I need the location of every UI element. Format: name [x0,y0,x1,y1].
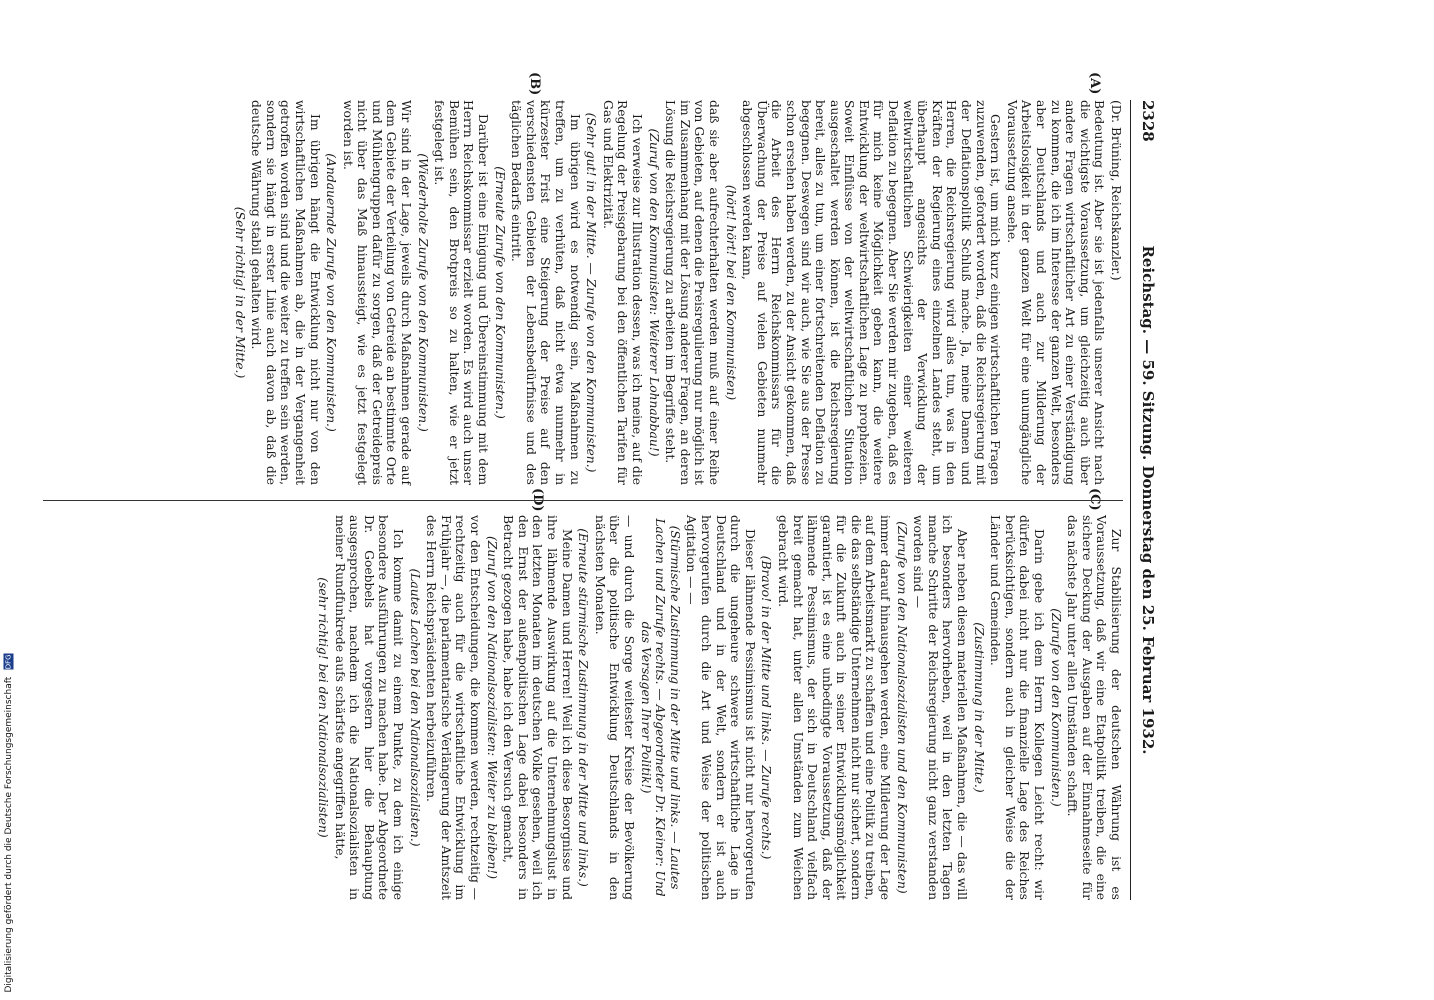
paragraph: Darin gebe ich dem Herrn Kollegen Leicht recht: wir dürfen dabei nicht nur die finanzielle Lage des Reiches berücksichtigen, sondern auch in gleicher Weise die der Länder und Gemeinden. [988,515,1047,900]
interjection: (hört! hört! bei den Kommunisten) [723,184,738,401]
paragraph: Ich komme damit zu einem Punkte, zu dem ich einige besondere Ausführungen zu machen habe. Der Abgeordnete Dr. Goebbels hat vorgestern hier die Behauptung ausgesprochen, nachdem ich die Nationalsozialisten in meiner Rundfunkrede aufs schärfste angegriffen hätte, [332,515,406,900]
paragraph: Im übrigen hängt die Entwicklung nicht nur von den wirtschaftlichen Maßnahmen ab, die in der Vergangenheit getroffen worden sind und die weiter zu treffen sein werden, sondern sie hängt in erster Linie auch davon ab, daß die deutsche Währung stabil gehalten wird. [249,100,322,485]
paragraph: Meine Damen und Herren! Weil ich diese Besorgnisse und ihre lähmende Auswirkung auf die Unternehmungslust in den letzten Monaten im deutschen Volke gesehen, weil ich den Ernst der außenpolitischen Lage dabei besonders in Betracht gezogen habe, habe ich den Versuch gemacht, [501,515,574,900]
header-rule [1130,100,1131,900]
margin-marker-b: (B) [527,72,542,96]
paragraph: Gestern ist, um mich kurz einigen wirtschaftlichen Fragen zuzuwenden, gefordert worden, daß die Reichsregierung mit der Deflationspolitik Schluß mache. Ja, meine Damen und Herren, die Reichsregierung wird alles tun, was in den Kräften der Regierung eines einzelnen Landes steht, um überhaupt angesichts der Verwicklung der weltwirtschaftlichen Schwierigkeiten einer weiteren Deflation zu begegnen. Aber Sie werden mir zugeben, daß es für mich keine Möglichkeit geben kann, die weitere Entwicklung der weltwirtschaftlichen Lage zu prophezeien. Soweit Einflüsse von der weltwirtschaftlichen Situation ausgeschaltet werden können, ist die Reichsregierung bereit, alles zu tun, um einer fortschreitenden Deflation zu begegnen. Deswegen sind wir auch, wie Sie aus der Presse schon ersehen haben werden, zu der Ansicht gekommen, daß die Arbeit des Herrn Reichskommissars für die Überwachung der Preise auf vielen Gebieten nunmehr abgeschlossen werden kann, [740,100,1003,485]
page-title: Reichstag. — 59. Sitzung. Donnerstag den 25. Februar 1932. [1139,245,1157,755]
paragraph: — und durch die Sorge weitester Kreise der Bevölkerung über die politische Entwicklung Deutschlands in den nächsten Monaten. [592,515,636,900]
margin-marker-d: (D) [530,488,545,512]
interjection: (Lautes Lachen bei den Nationalsozialisten.) [407,568,422,847]
interjection: (Zuruf von den Kommunisten: Weiterer Lohnabbau!) [646,128,661,457]
interjection: (Bravo! in der Mitte und links. — Zurufe rechts.) [759,555,774,860]
paragraph: Zur Stabilisierung der deutschen Währung ist es Voraussetzung, daß wir eine Etatpolitik treiben, die eine sichere Deckung der Ausgaben auf der Einnahmeseite für das nächste Jahr unter allen Umständen schafft. [1065,515,1123,900]
dfg-logo-icon: DFG [4,653,13,669]
paragraph: Dieser lähmende Pessimismus ist nicht nur hervorgerufen durch die ungeheure schwere wirtschaftliche Lage in Deutschland und in der Welt, sondern er ist auch hervorgerufen durch die Art und Weise der politischen Agitation — — [684,515,757,900]
paragraph: immer darauf hinausgehen werden, eine Milderung der Lage auf dem Arbeitsmarkt zu schaffen und eine Politik zu treiben, die das selbständige Unternehmen nicht nur sichert, sondern für die Zukunft auch in seiner Entwicklungsmöglichkeit garantiert, ist es eine unbedingte Voraussetzung, daß der lähmende Pessimismus, der sich in Deutschland vielfach breit gemacht hat, unter allen Umständen zum Weichen gebracht wird. [775,515,893,900]
paragraph: Bedeutung ist. Aber sie ist jedenfalls unserer Ansicht nach die wichtigste Voraussetzung, um gleichzeitig auch über andere Fragen wirtschaftlicher Art zu einer Verständigung zu kommen, die ich im Interesse der ganzen Welt, besonders aber Deutschlands und auch zur Milderung der Arbeitslosigkeit in der ganzen Welt für eine unumgängliche Voraussetzung ansehe. [1004,100,1107,485]
paragraph: Aber neben diesen materiellen Maßnahmen, die — das will ich besonders hervorheben, weil in den letzten Tagen manche Schritte der Reichsregierung nicht ganz verstanden worden sind — [911,515,970,900]
interjection: (Sehr gut! in der Mitte. — Zurufe von den Kommunisten.) [584,112,599,473]
interjection: (Erneute Zurufe von den Kommunisten.) [492,166,507,419]
interjection: (Erneute stürmische Zustimmung in der Mitte und links.) [576,528,591,887]
left-column [230,100,1123,485]
margin-marker-c: (C) [1087,488,1102,511]
column-divider [43,500,1123,501]
paragraph: Darüber ist eine Einigung und Übereinstimmung mit dem Herrn Reichskommissar erzielt worden. Es wird auch unser Bemühen sein, den Brotpreis so zu halten, wie er jetzt festgelegt ist. [432,100,491,485]
interjection: (Sehr richtig! in der Mitte.) [232,206,247,379]
interjection: (Stürmische Zustimmung in der Mitte und links. — Lautes Lachen und Zurufe rechts. — Abgeordneter Dr. Kleiner: Und das Versagen Ihrer Politik!) [638,518,682,897]
right-column [314,515,1123,900]
paragraph: Ich verweise zur Illustration dessen, was ich meine, auf die Regelung der Preisgebarung bei den öffentlichen Tarifen für Gas und Elektrizität. [600,100,644,485]
interjection: (Wiederholte Zurufe von den Kommunisten.) [415,153,430,432]
margin-marker-a: (A) [1087,72,1102,95]
page-number: 2328 [1139,100,1157,142]
interjection: (Andauernde Zurufe von den Kommunisten.) [324,153,339,432]
interjection: (sehr richtig! bei den Nationalsozialisten) [316,577,331,838]
interjection: (Zustimmung in der Mitte.) [971,622,986,793]
paragraph: Im übrigen wird es notwendig sein, Maßnahmen zu treffen, um zu verhüten, daß nicht etwa nunmehr in kürzester Frist eine Steigerung der Preise auf den verschiedensten Gebieten der Lebensbedürfnisse und des täglichen Bedarfs eintritt. [509,100,582,485]
digitization-note [4,653,15,992]
paragraph: (Dr. Brüning, Reichskanzler.) [1109,100,1123,281]
interjection: (Zurufe von den Kommunisten.) [1048,608,1063,807]
page-header [1133,100,1157,900]
paragraph: Wir sind in der Lage, jeweils durch Maßnahmen gerade auf dem Gebiete der Verteilung von Getreide an bestimmte Orte und Mühlengruppen dafür zu sorgen, daß der Getreidepreis nicht über das Maß hinaussteigt, wie es jetzt festgelegt worden ist. [340,100,414,485]
rotated-page [0,70,1197,930]
interjection: (Zuruf von den Nationalsozialisten: Weiter zu bleiben!) [484,535,499,880]
digitization-note-text: Digitalisierung gefördert durch die Deutsche Forschungsgemeinschaft [4,676,14,992]
interjection: (Zurufe von den Nationalsozialisten und den Kommunisten) [894,521,909,894]
paragraph: daß sie aber aufrechterhalten werden muß auf einer Reihe von Gebieten, auf denen die Preisregulierung nur möglich ist im Zusammenhang mit der Lösung anderer Fragen, an deren Lösung die Reichsregierung zu arbeiten im Begriffe steht. [663,100,721,485]
paragraph: vor den Entscheidungen, die kommen werden, rechtzeitig — rechtzeitig auch für die wirtschaftliche Entwicklung im Frühjahr —, die parlamentarische Verlängerung der Amtszeit des Herrn Reichspräsidenten herbeizuführen. [424,515,483,900]
